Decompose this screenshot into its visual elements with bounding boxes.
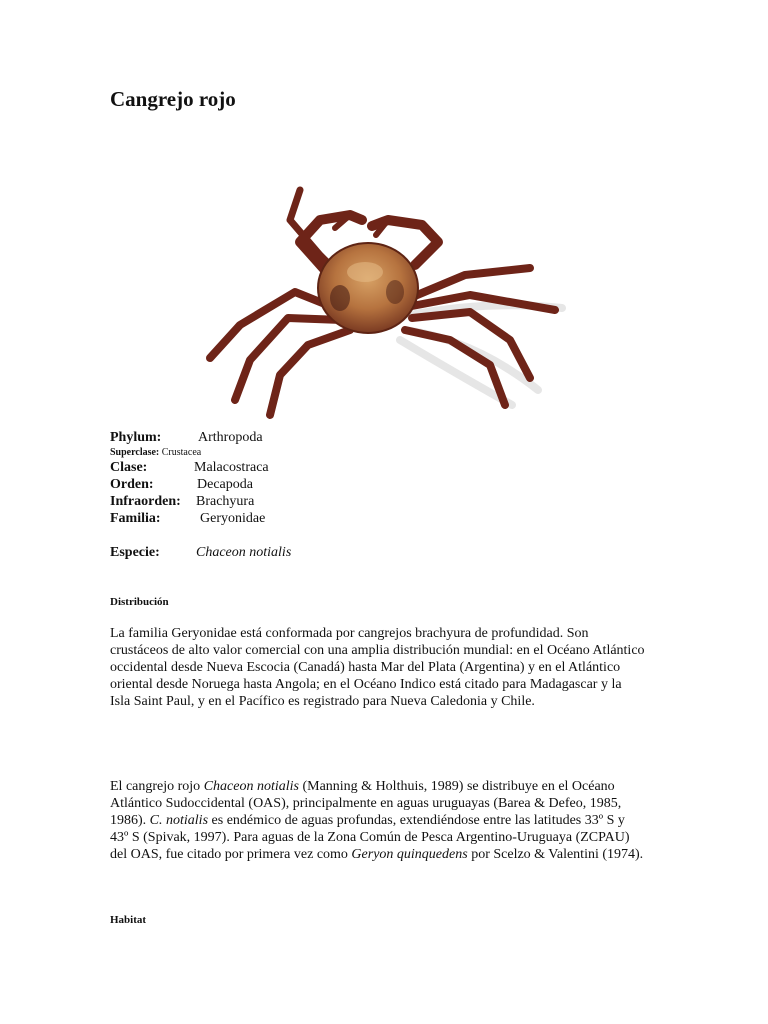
paragraph-1-text: La familia Geryonidae está conformada por cangrejos brachyura de profundidad. Son crustáceos de alto valor comercial con una amplia distribución mundial: en el Océano Atlántico occidental desde Nueva Escocia (Canadá) hasta Mar del Plata (Argentina) y en el Atlántico oriental desde Noruega hasta Angola; en el Océano Indico está citado para Madagascar y la Isla Saint Paul, y en el Pacífico es registrado para Nueva Caledonia y Chile. xyxy=(110,626,645,709)
crab-image xyxy=(200,180,570,430)
crab-illustration xyxy=(200,180,570,430)
habitat-heading: Habitat xyxy=(110,914,147,926)
superclase-value: Crustacea xyxy=(161,447,202,458)
especie-value: Chaceon notialis xyxy=(196,545,292,560)
clase-label: Clase: xyxy=(110,460,148,475)
familia-value: Geryonidae xyxy=(200,511,266,526)
page-title: Cangrejo rojo xyxy=(110,87,236,111)
orden-value: Decapoda xyxy=(197,477,253,492)
taxonomy-superclase xyxy=(110,447,201,459)
phylum-value: Arthropoda xyxy=(198,430,263,445)
especie-label: Especie: xyxy=(110,545,160,560)
distribucion-paragraph-1 xyxy=(110,626,645,711)
distribucion-paragraph-2 xyxy=(110,779,645,864)
distribucion-heading: Distribución xyxy=(110,596,169,608)
infraorden-value: Brachyura xyxy=(196,494,255,509)
p2-text-g: por Scelzo & Valentini (1974). xyxy=(467,846,644,862)
orden-label: Orden: xyxy=(110,477,154,492)
p2-text-c: (Manning & Holthuis, 1989) se distribuye en el Océano Atlántico Sudoccidental (OAS), principalmente en aguas uruguayas (Barea & Defeo, 1985, 1986). xyxy=(110,779,622,828)
p2-text-a: El cangrejo rojo xyxy=(110,779,204,794)
p2-species-abbrev: C. notialis xyxy=(149,812,209,828)
p2-geryon-name: Geryon quinquedens xyxy=(351,846,468,862)
phylum-label: Phylum: xyxy=(110,430,162,445)
infraorden-label: Infraorden: xyxy=(110,494,181,509)
crab-body xyxy=(318,243,418,333)
superclase-label: Superclase: xyxy=(110,447,160,458)
p2-text-e: es endémico de aguas profundas, extendiéndose entre las latitudes 33º S y 43º S (Spivak, 1997). Para aguas de la Zona Común de Pesca Argentino-Uruguaya (ZCPAU) del OAS, fue citado por primera vez como xyxy=(110,812,630,862)
paragraph-2-text xyxy=(110,779,645,864)
p2-species-name: Chaceon notialis xyxy=(203,779,299,794)
familia-label: Familia: xyxy=(110,511,161,526)
clase-value: Malacostraca xyxy=(194,460,269,475)
